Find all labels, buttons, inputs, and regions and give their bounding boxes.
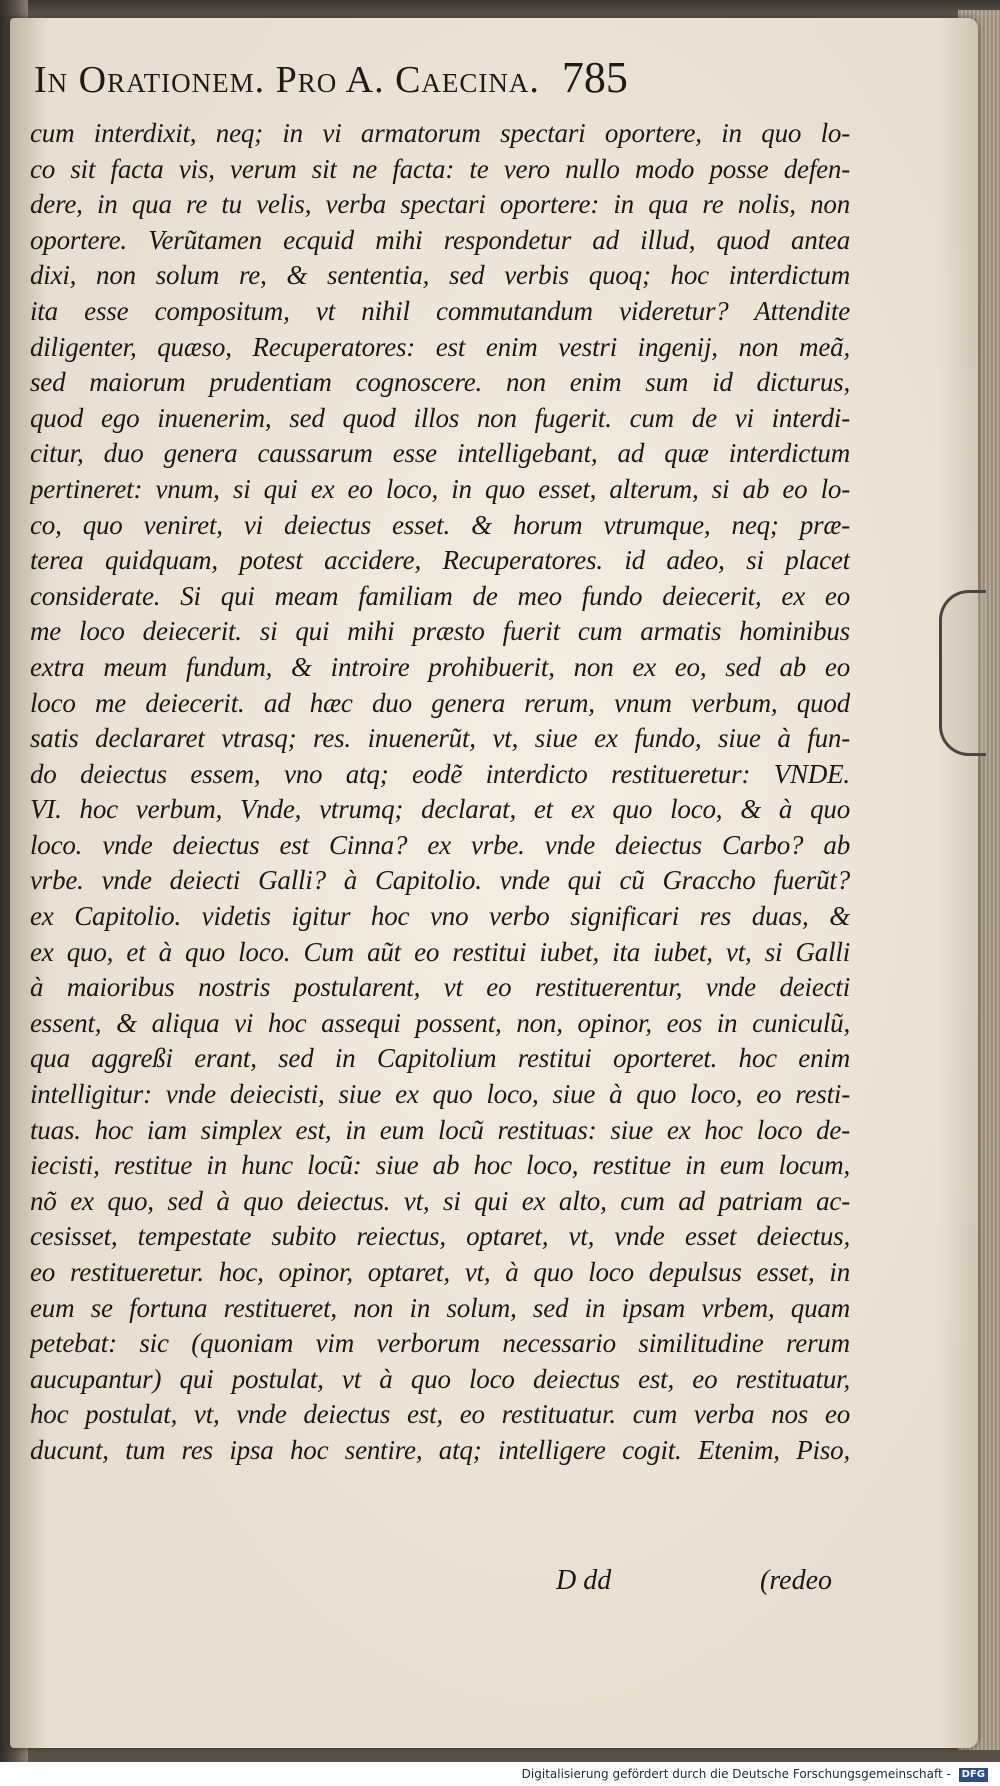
text-line: terea quidquam, potest accidere, Recuperatores. id adeo, si placet [30,545,850,576]
text-line: quod ego inuenerim, sed quod illos non fugerit. cum de vi interdi- [30,402,850,433]
text-line: cesisset, tempestate subito reiectus, optaret, vt, vnde esset deiectus, [30,1221,850,1252]
text-line: essent, & aliqua vi hoc assequi possent, non, opinor, eos in cuniculũ, [30,1007,850,1038]
text-line: qua aggreßi erant, sed in Capitolium restitui oporteret. hoc enim [30,1043,850,1074]
text-line: oportere. Verũtamen ecquid mihi respondetur ad illud, quod antea [30,224,850,255]
dfg-logo: DFG [959,1768,988,1782]
text-line: eo restitueretur. hoc, opinor, optaret, vt, à quo loco depulsus esset, in [30,1257,850,1287]
credit-text: Digitalisierung gefördert durch die Deutsche Forschungsgemeinschaft - [521,1767,951,1781]
text-line: nõ ex quo, sed à quo deiectus. vt, si qui ex alto, cum ad patriam ac- [30,1185,850,1216]
text-line: extra meum fundum, & introire prohibuerit, non ex eo, sed ab eo [30,651,850,682]
text-line: considerate. Si qui meam familiam de meo fundo deiecerit, ex eo [30,580,850,611]
page-footer [30,1565,850,1605]
text-line: ex quo, et à quo loco. Cum aũt eo restitui iubet, ita iubet, vt, si Galli [30,936,850,967]
catchword: (redeo [760,1565,833,1596]
running-head-title: In Orationem. Pro A. Caecina. [34,59,540,101]
signature-mark: D dd [556,1565,612,1596]
text-line: iecisti, restitue in hunc locũ: siue ab hoc loco, restitue in eum locum, [30,1150,850,1181]
text-line: satis declararet vtrasq; res. inuenerũt, vt, siue ex fundo, siue à fun- [30,723,850,754]
text-line: ducunt, tum res ipsa hoc sentire, atq; intelligere cogit. Etenim, Piso, [30,1434,850,1465]
digitization-credit [0,1762,1000,1786]
text-line: dere, in qua re tu velis, verba spectari oportere: in qua re nolis, non [30,189,850,220]
text-line: co, quo veniret, vi deiectus esset. & horum vtrumque, neq; præ- [30,509,850,540]
text-line: aucupantur) qui postulat, vt à quo loco deiectus est, eo restituatur, [30,1363,850,1394]
text-line: me loco deiecerit. si qui mihi præsto fuerit cum armatis hominibus [30,616,850,647]
page-number: 785 [561,53,628,102]
text-line: tuas. hoc iam simplex est, in eum locũ restituas: siue ex hoc loco de- [30,1114,850,1145]
text-line: loco. vnde deiectus est Cinna? ex vrbe. vnde deiectus Carbo? ab [30,829,850,860]
text-line: à maioribus nostris postularent, vt eo restituerentur, vnde deiecti [30,972,850,1003]
text-line: sed maiorum prudentiam cognoscere. non enim sum id dicturus, [30,367,850,398]
text-line: VI. hoc verbum, Vnde, vtrumq; declarat, et ex quo loco, & à quo [30,794,850,825]
text-line: co sit facta vis, verum sit ne facta: te vero nullo modo posse defen- [30,153,850,184]
page-clip [939,590,986,756]
running-head [34,52,934,112]
text-line: dixi, non solum re, & sententia, sed verbis quoq; hoc interdictum [30,260,850,291]
text-line: eum se fortuna restitueret, non in solum, sed in ipsam vrbem, quam [30,1292,850,1323]
text-line: cum interdixit, neq; in vi armatorum spectari oportere, in quo lo- [30,118,850,148]
text-line: intelligitur: vnde deiecisti, siue ex quo loco, siue à quo loco, eo resti- [30,1079,850,1110]
text-line: ex Capitolio. videtis igitur hoc vno verbo significari res duas, & [30,901,850,932]
text-line: petebat: sic (quoniam vim verborum necessario similitudine rerum [30,1328,850,1359]
text-line: ita esse compositum, vt nihil commutandum videretur? Attendite [30,295,850,326]
text-line: loco me deiecerit. ad hæc duo genera rerum, vnum verbum, quod [30,687,850,718]
text-line: hoc postulat, vt, vnde deiectus est, eo restituatur. cum verba nos eo [30,1399,850,1430]
text-line: pertineret: vnum, si qui ex eo loco, in quo esset, alterum, si ab eo lo- [30,473,850,504]
text-line: citur, duo genera caussarum esse intelligebant, ad quæ interdictum [30,438,850,469]
body-text [30,116,850,1586]
text-line: diligenter, quæso, Recuperatores: est enim vestri ingenij, non meã, [30,331,850,362]
text-line: do deiectus essem, vno atq; eodẽ interdicto restitueretur: VNDE. [30,758,850,789]
text-line: vrbe. vnde deiecti Galli? à Capitolio. vnde qui cũ Graccho fuerũt? [30,865,850,896]
